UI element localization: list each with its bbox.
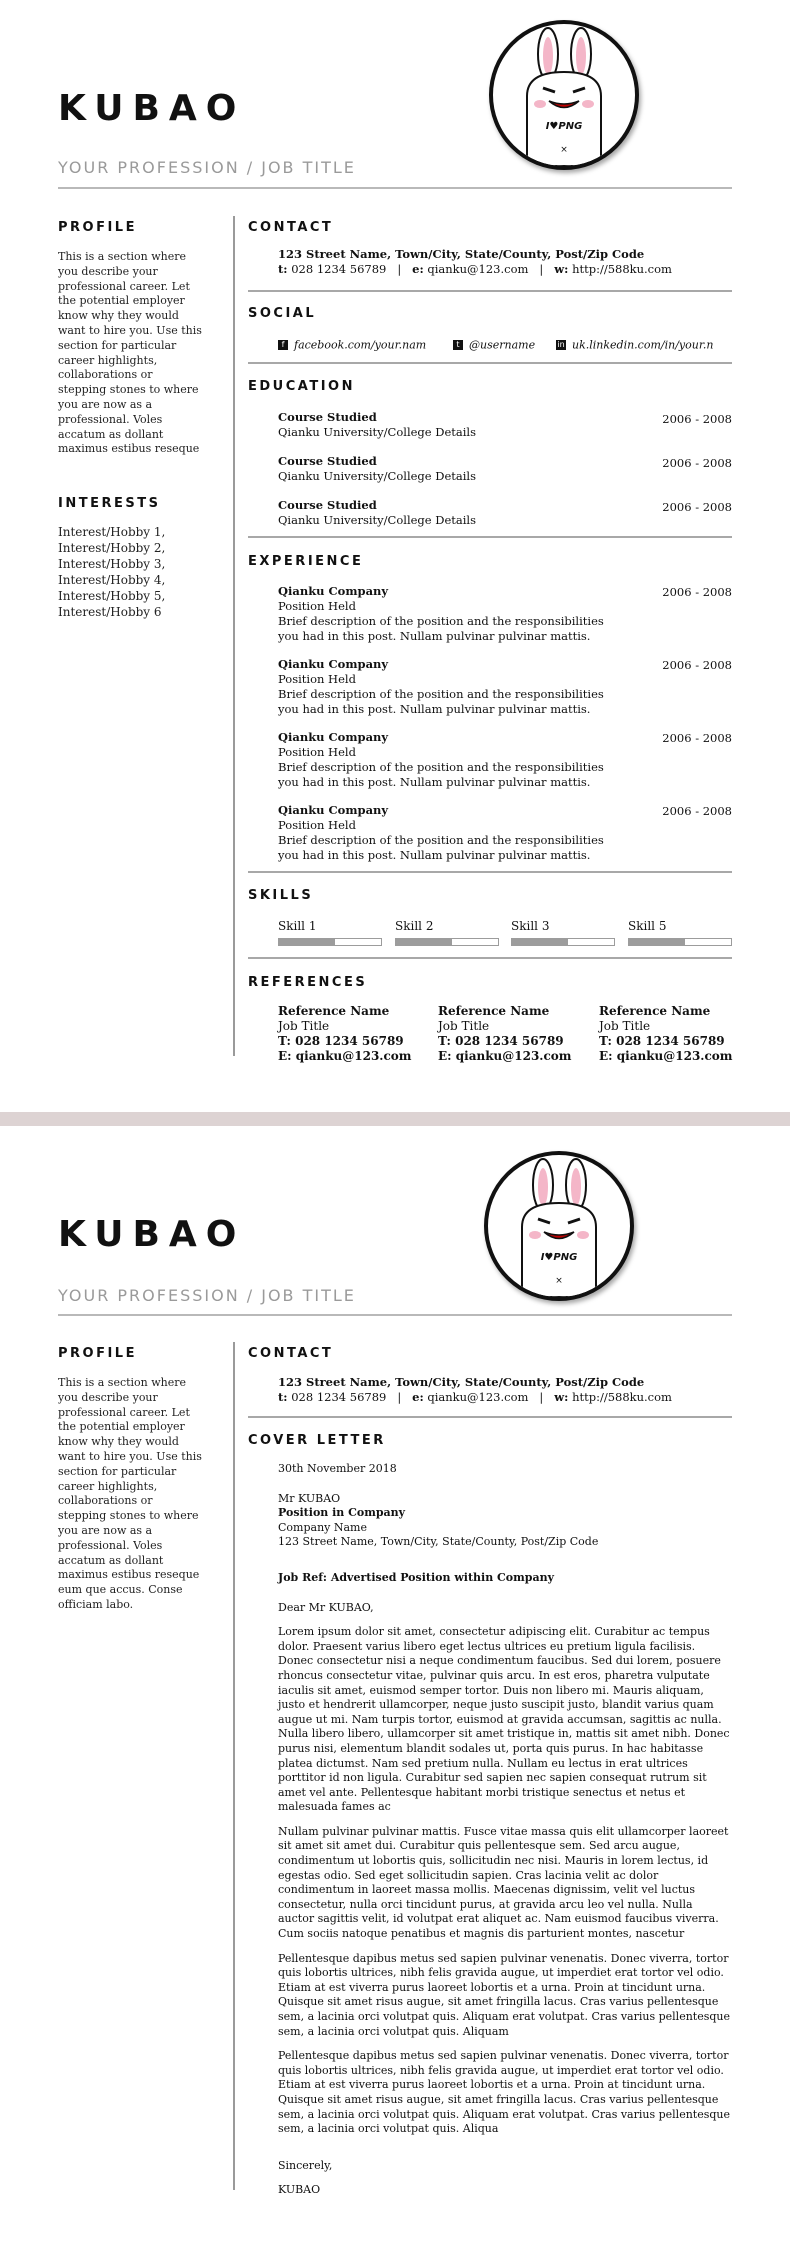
contact-line: t: 028 1234 56789 | e: qianku@123.com | w: http://588ku.com <box>278 1390 672 1404</box>
column-divider <box>233 216 235 1056</box>
skill-bar <box>278 938 382 946</box>
letter-date: 30th November 2018 <box>278 1462 397 1475</box>
avatar-label: I♥PNG <box>545 121 583 132</box>
profession-title: YOUR PROFESSION / JOB TITLE <box>58 1286 356 1305</box>
education-title: Course Studied <box>278 498 377 512</box>
experience-description: you had in this post. Nullam pulvinar pulvinar mattis. <box>278 702 591 716</box>
contact-heading: CONTACT <box>248 220 334 235</box>
references-heading: REFERENCES <box>248 975 368 990</box>
social-heading: SOCIAL <box>248 306 317 321</box>
twitter-icon: t <box>453 340 463 350</box>
skill-item <box>395 919 499 946</box>
contact-website[interactable]: http://588ku.com <box>572 1390 672 1404</box>
letter-closing: Sincerely, <box>278 2158 333 2172</box>
reference-name: Reference Name <box>438 1004 550 1018</box>
section-divider <box>248 362 732 364</box>
header-divider <box>58 1314 732 1316</box>
letter-paragraph: Nullam pulvinar pulvinar mattis. Fusce vitae massa quis elit ullamcorper laoreet sit amet sit amet dui. Curabitur quis pellentesque sem. Sed arcu augue, condimentum ut lobortis quis, sollicitudin nec nisi. Mauris in lorem lectus, id egestas odio. Sed eget sollicitudin sapien. Cras lacinia velit ac dolor condimentum in laoreet massa mollis. Maecenas dignissim, velit vel luctus consectetur, nulla orci tincidunt purus, at gravida arcu leo vel nulla. Nulla auctor sagittis velit, id volutpat erat aliquet ac. Nam euismod faucibus viverra. Cum sociis natoque penatibus et magnis dis parturient montes, nascetur <box>278 1824 729 1941</box>
reference-name: Reference Name <box>599 1004 711 1018</box>
reference-job-title: Job Title <box>278 1019 330 1033</box>
experience-years: 2006 - 2008 <box>662 585 732 599</box>
skill-bar-fill <box>629 939 685 945</box>
experience-description: you had in this post. Nullam pulvinar pulvinar mattis. <box>278 848 591 862</box>
experience-years: 2006 - 2008 <box>662 658 732 672</box>
social-linkedin-text: uk.linkedin.com/in/your.n <box>572 338 714 352</box>
contact-phone: 028 1234 56789 <box>291 262 387 276</box>
skill-bar-fill <box>512 939 568 945</box>
profile-text: This is a section where you describe your professional career. Let the potential employer know why they would want to hire you. Use this section for particular career highlights, collaborations or stepping stones to where you are now as a professional. Voles accatum as dollant maximus estibus reseque <box>58 250 202 456</box>
reference-item <box>438 1004 588 1064</box>
salutation: Dear Mr KUBAO, <box>278 1600 374 1614</box>
svg-text:×: × <box>560 145 568 155</box>
skill-bar-fill <box>279 939 335 945</box>
experience-company: Qianku Company <box>278 657 389 671</box>
skill-bar <box>395 938 499 946</box>
avatar <box>489 20 639 170</box>
reference-email: E: qianku@123.com <box>438 1049 572 1063</box>
contact-heading: CONTACT <box>248 1346 334 1361</box>
experience-description: you had in this post. Nullam pulvinar pulvinar mattis. <box>278 775 591 789</box>
skill-item <box>628 919 732 946</box>
reference-name: Reference Name <box>278 1004 390 1018</box>
skill-label: Skill 1 <box>278 919 317 933</box>
education-title: Course Studied <box>278 454 377 468</box>
skills-heading: SKILLS <box>248 888 314 903</box>
contact-phone: 028 1234 56789 <box>291 1390 387 1404</box>
candidate-name: KUBAO <box>58 88 246 129</box>
interests-heading: INTERESTS <box>58 496 161 511</box>
experience-description: you had in this post. Nullam pulvinar pulvinar mattis. <box>278 629 591 643</box>
skill-item <box>511 919 615 946</box>
cover-letter-heading: COVER LETTER <box>248 1433 386 1448</box>
reference-item <box>599 1004 749 1064</box>
section-divider <box>248 957 732 959</box>
education-years: 2006 - 2008 <box>662 456 732 470</box>
svg-text:×: × <box>555 1276 563 1286</box>
education-years: 2006 - 2008 <box>662 500 732 514</box>
interest-item: Interest/Hobby 6 <box>58 605 162 619</box>
social-facebook-text: facebook.com/your.nam <box>294 338 427 352</box>
social-linkedin[interactable] <box>556 338 713 352</box>
reference-job-title: Job Title <box>438 1019 490 1033</box>
social-facebook[interactable] <box>278 338 426 352</box>
section-divider <box>248 290 732 292</box>
education-heading: EDUCATION <box>248 379 355 394</box>
interest-item: Interest/Hobby 5, <box>58 589 166 603</box>
recipient-position: Position in Company <box>278 1506 406 1520</box>
profession-title: YOUR PROFESSION / JOB TITLE <box>58 158 356 177</box>
experience-description: Brief description of the position and the responsibilities <box>278 614 604 628</box>
profile-heading: PROFILE <box>58 220 137 235</box>
skill-label: Skill 5 <box>628 919 667 933</box>
reference-email: E: qianku@123.com <box>599 1049 733 1063</box>
cover-letter-body <box>278 1462 732 2198</box>
section-divider <box>248 871 732 873</box>
experience-company: Qianku Company <box>278 730 389 744</box>
education-years: 2006 - 2008 <box>662 412 732 426</box>
social-twitter[interactable] <box>453 338 535 352</box>
resume-page <box>0 0 790 1112</box>
skill-bar-fill <box>396 939 452 945</box>
reference-job-title: Job Title <box>599 1019 651 1033</box>
education-title: Course Studied <box>278 410 377 424</box>
interests-list <box>58 524 208 620</box>
experience-position: Position Held <box>278 599 356 613</box>
facebook-icon: f <box>278 340 288 350</box>
interest-item: Interest/Hobby 2, <box>58 541 166 555</box>
experience-description: Brief description of the position and the responsibilities <box>278 833 604 847</box>
letter-paragraph: Lorem ipsum dolor sit amet, consectetur adipiscing elit. Curabitur ac tempus dolor. Praesent varius libero eget lectus ultrices eu pretium ligula facilisis. Donec consectetur nisi a neque condimentum faucibus. Sed dui lorem, posuere rhoncus consectetur vitae, pulvinar quis arcu. In est eros, pharetra vulputate iaculis sit amet, euismod semper tortor. Duis non libero mi. Mauris aliquam, justo et hendrerit ullamcorper, neque justo suscipit justo, blandit varius quam augue ut mi. Nam turpis tortor, euismod at gravida accumsan, sagittis ac nulla. Nulla libero libero, ullamcorper sit amet tristique in, mattis sit amet nibh. Donec purus nisi, elementum blandit sodales ut, porta quis purus. In hac habitasse platea dictumst. Nam sed pretium nulla. Nullam eu lectus in erat ultrices porttitor id non ligula. Curabitur sed sapien nec sapien consequat rutrum sit amet vel ante. Pellentesque habitant morbi tristique senectus et netus et malesuada fames ac <box>278 1625 730 1814</box>
recipient-address: 123 Street Name, Town/City, State/County, Post/Zip Code <box>278 1535 599 1549</box>
reference-phone: T: 028 1234 56789 <box>278 1034 404 1048</box>
recipient-name: Mr KUBAO <box>278 1491 341 1505</box>
experience-position: Position Held <box>278 745 356 759</box>
contact-website[interactable]: http://588ku.com <box>572 262 672 276</box>
contact-address: 123 Street Name, Town/City, State/County, Post/Zip Code <box>278 247 645 261</box>
reference-item <box>278 1004 428 1064</box>
social-twitter-text: @username <box>469 338 536 352</box>
candidate-name: KUBAO <box>58 1214 246 1255</box>
interest-item: Interest/Hobby 1, <box>58 525 166 539</box>
linkedin-icon: in <box>557 340 565 349</box>
skill-label: Skill 3 <box>511 919 550 933</box>
skill-item <box>278 919 382 946</box>
contact-line: t: 028 1234 56789 | e: qianku@123.com | w: http://588ku.com <box>278 262 672 276</box>
letter-signature: KUBAO <box>278 2183 321 2197</box>
interest-item: Interest/Hobby 3, <box>58 557 166 571</box>
skill-bar <box>511 938 615 946</box>
interest-item: Interest/Hobby 4, <box>58 573 166 587</box>
letter-paragraph: Pellentesque dapibus metus sed sapien pulvinar venenatis. Donec viverra, tortor quis lobortis ultrices, nibh felis gravida augue, ut imperdiet erat tortor vel odio. Etiam at est viverra purus laoreet lobortis et a urna. Proin at tincidunt urna. Quisque sit amet risus augue, sit amet fringilla lacus. Cras varius pellentesque sem, a lacinia orci volutpat quis. Aliquam erat volutpat. Cras varius pellentesque sem, a lacinia orci volutpat quis. Aliquam <box>278 1951 731 2038</box>
education-detail: Qianku University/College Details <box>278 425 477 439</box>
contact-email[interactable]: qianku@123.com <box>427 262 529 276</box>
avatar-label: I♥PNG <box>540 1252 578 1263</box>
recipient-company: Company Name <box>278 1520 367 1534</box>
skill-bar <box>628 938 732 946</box>
experience-years: 2006 - 2008 <box>662 731 732 745</box>
experience-heading: EXPERIENCE <box>248 554 364 569</box>
avatar <box>484 1151 634 1301</box>
job-reference: Job Ref: Advertised Position within Company <box>278 1570 554 1584</box>
profile-text: This is a section where you describe your professional career. Let the potential employer know why they would want to hire you. Use this section for particular career highlights, collaborations or stepping stones to where you are now as a professional. Voles accatum as dollant maximus estibus reseque eum que accus. Conse officiam labo. <box>58 1376 202 1611</box>
bunny-avatar-icon <box>488 1155 630 1297</box>
header-divider <box>58 187 732 189</box>
skill-label: Skill 2 <box>395 919 434 933</box>
education-detail: Qianku University/College Details <box>278 513 477 527</box>
bunny-avatar-icon <box>493 24 635 166</box>
section-divider <box>248 536 732 538</box>
experience-company: Qianku Company <box>278 803 389 817</box>
cover-letter-page <box>0 1126 790 2241</box>
experience-years: 2006 - 2008 <box>662 804 732 818</box>
education-detail: Qianku University/College Details <box>278 469 477 483</box>
letter-paragraph: Pellentesque dapibus metus sed sapien pulvinar venenatis. Donec viverra, tortor quis lobortis ultrices, nibh felis gravida augue, ut imperdiet erat tortor vel odio. Etiam at est viverra purus laoreet lobortis et a urna. Proin at tincidunt urna. Quisque sit amet risus augue, sit amet fringilla lacus. Cras varius pellentesque sem, a lacinia orci volutpat quis. Aliquam erat volutpat. Cras varius pellentesque sem, a lacinia orci volutpat quis. Aliqua <box>278 2049 731 2136</box>
experience-company: Qianku Company <box>278 584 389 598</box>
reference-phone: T: 028 1234 56789 <box>438 1034 564 1048</box>
contact-address: 123 Street Name, Town/City, State/County, Post/Zip Code <box>278 1375 645 1389</box>
experience-description: Brief description of the position and the responsibilities <box>278 760 604 774</box>
contact-email[interactable]: qianku@123.com <box>427 1390 529 1404</box>
profile-heading: PROFILE <box>58 1346 137 1361</box>
experience-description: Brief description of the position and the responsibilities <box>278 687 604 701</box>
column-divider <box>233 1342 235 2190</box>
reference-email: E: qianku@123.com <box>278 1049 412 1063</box>
experience-position: Position Held <box>278 672 356 686</box>
page-separator <box>0 1112 790 1126</box>
reference-phone: T: 028 1234 56789 <box>599 1034 725 1048</box>
experience-position: Position Held <box>278 818 356 832</box>
section-divider <box>248 1416 732 1418</box>
